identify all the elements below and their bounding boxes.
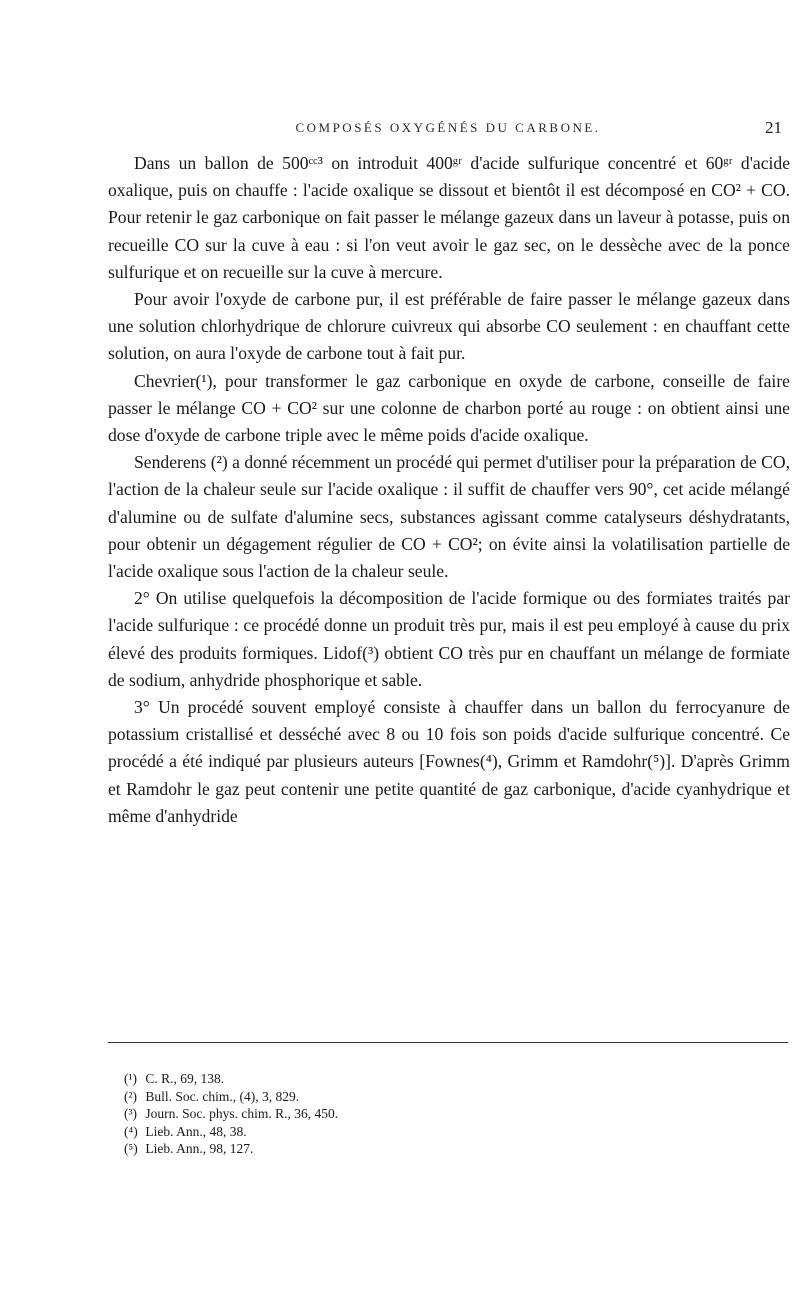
paragraph: 2° On utilise quelquefois la décomposition de l'acide formique ou des formiates traités par l'acide sulfurique : ce procédé donne un produit très pur, mais il est peu employé à cause du prix élevé des produits formiques. Lidof(³) obtient CO très pur en chauffant un mélange de formiate de sodium, anhydride phosphorique et sable. — [108, 588, 790, 690]
body-text — [108, 150, 790, 830]
footnote-mark: (²) — [124, 1088, 138, 1104]
paragraph: Senderens (²) a donné récemment un procédé qui permet d'utiliser pour la préparation de CO, l'action de la chaleur seule sur l'acide oxalique : il suffit de chauffer vers 90°, cet acide mélangé d'alumine ou de sulfate d'alumine secs, substances agissant comme catalyseurs déshydratants, pour obtenir un dégagement régulier de CO + CO²; on évite ainsi la volatilisation partielle de l'acide oxalique sous l'action de la chaleur seule. — [108, 452, 790, 582]
page-number: 21 — [765, 118, 782, 137]
footnote-divider — [108, 1042, 788, 1043]
footnote-text: C. R., 69, 138. — [145, 1071, 225, 1086]
paragraph: Dans un ballon de 500ᶜᶜ³ on introduit 400ᵍʳ d'acide sulfurique concentré et 60ᵍʳ d'acide oxalique, puis on chauffe : l'acide oxalique se dissout et bientôt il est décomposé en CO² + CO. Pour retenir le gaz carbonique on fait passer le mélange gazeux dans un laveur à potasse, puis on recueille CO sur la cuve à eau : si l'on veut avoir le gaz sec, on le dessèche avec de la ponce sulfurique et on recueille sur la cuve à mercure. — [108, 153, 790, 282]
footnote-mark: (¹) — [124, 1071, 138, 1086]
footnote-mark: (⁴) — [124, 1123, 138, 1139]
footnote — [124, 1105, 764, 1123]
footnote-mark: (⁵) — [124, 1141, 138, 1156]
footnote — [124, 1088, 764, 1106]
footnote-text: Journ. Soc. phys. chim. R., 36, 450. — [145, 1106, 339, 1121]
paragraph: Pour avoir l'oxyde de carbone pur, il est préférable de faire passer le mélange gazeux dans une solution chlorhydrique de chlorure cuivreux qui absorbe CO seulement : en chauffant cette solution, on aura l'oxyde de carbone tout à fait pur. — [108, 289, 790, 364]
running-title: COMPOSÉS OXYGÉNÉS DU CARBONE. — [295, 120, 601, 135]
footnote-mark: (³) — [124, 1106, 138, 1121]
paragraph: Chevrier(¹), pour transformer le gaz carbonique en oxyde de carbone, conseille de faire passer le mélange CO + CO² sur une colonne de charbon porté au rouge : on obtient ainsi une dose d'oxyde de carbone triple avec le même poids d'acide oxalique. — [108, 370, 790, 446]
footnote-text: Lieb. Ann., 98, 127. — [145, 1141, 254, 1156]
footnote-text: Bull. Soc. chim., (4), 3, 829. — [145, 1088, 300, 1104]
footnote — [124, 1140, 764, 1158]
footnotes — [124, 1070, 764, 1158]
footnote — [124, 1070, 764, 1088]
paragraph: 3° Un procédé souvent employé consiste à chauffer dans un ballon du ferrocyanure de potassium cristallisé et desséché avec 8 ou 10 fois son poids d'acide sulfurique concentré. Ce procédé a été indiqué par plusieurs auteurs [Fownes(⁴), Grimm et Ramdohr(⁵)]. D'après Grimm et Ramdohr le gaz peut contenir une petite quantité de gaz carbonique, d'acide cyanhydrique et même d'anhydride — [108, 697, 790, 826]
footnote — [124, 1123, 764, 1141]
footnote-text: Lieb. Ann., 48, 38. — [145, 1123, 247, 1139]
page-header — [108, 118, 788, 140]
